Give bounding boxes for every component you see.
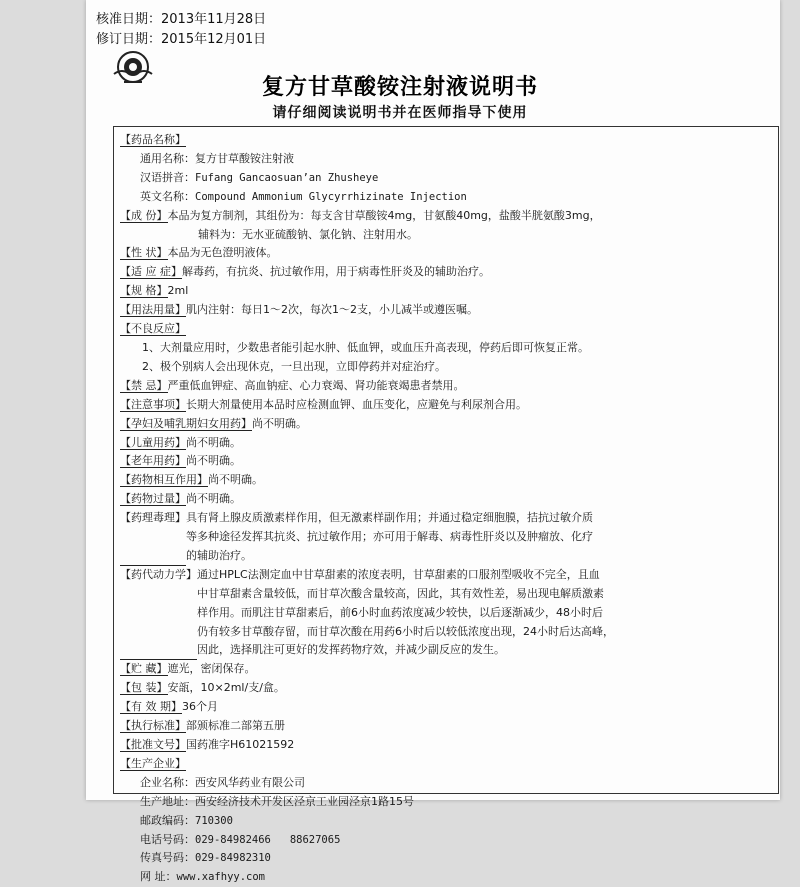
ingredients-row (120, 207, 770, 226)
geriatric-row (120, 452, 770, 471)
section-label: 【药物相互作用】 (120, 473, 208, 487)
field-value: 36个月 (182, 700, 218, 714)
field-value: 尚不明确。 (186, 435, 241, 449)
pharmacokinetics-line: 仍有较多甘草酸存留，而甘草次酸在用药6小时后以较低浓度出现，24小时后达高峰， (197, 624, 614, 638)
section-label: 【儿童用药】 (120, 435, 186, 449)
field-value: 部颁标准二部第五册 (186, 719, 285, 733)
appearance-row (120, 244, 770, 263)
section-label: 【不良反应】 (120, 322, 186, 336)
dosage-row (120, 301, 770, 320)
section-label: 【老年用药】 (120, 454, 186, 468)
section-label: 【药代动力学】 (120, 566, 197, 661)
pharmacology-line: 具有肾上腺皮质激素样作用，但无激素样副作用；并通过稳定细胞膜，拮抗过敏介质 (186, 511, 593, 525)
pharmacokinetics-line: 样作用。而肌注甘草甜素后，前6小时血药浓度减少较快，以后逐渐减少，48小时后 (197, 605, 603, 619)
section-label: 【执行标准】 (120, 719, 186, 733)
pharmacokinetics-line: 中甘草甜素含量较低，而甘草次酸含量较高，因此，其有效性差，易出现电解质激素 (197, 586, 604, 600)
field-value: 本品为无色澄明液体。 (167, 246, 278, 260)
contraindications-row (120, 377, 770, 396)
revision-date: 修订日期：2015年12月01日 (96, 32, 267, 47)
field-value: 尚不明确。 (186, 454, 241, 468)
field-label: 企业名称： (140, 775, 195, 789)
validity-row (120, 698, 770, 717)
field-value: 本品为复方制剂，其组份为：每支含甘草酸铵4mg，甘氨酸40mg，盐酸半胱氨酸3mg， (167, 208, 601, 222)
section-label: 【性 状】 (120, 246, 168, 260)
section-label: 【成 份】 (120, 208, 168, 222)
pharmacology-line: 等多种途径发挥其抗炎、抗过敏作用；亦可用于解毒、病毒性肝炎以及肿瘤放、化疗 (186, 530, 593, 544)
section-label: 【包 装】 (120, 681, 168, 695)
field-value: Fufang Gancaosuan’an Zhusheye (195, 171, 379, 184)
field-value: 长期大剂量使用本品时应检测血钾、血压变化，应避免与利尿剂合用。 (186, 397, 527, 411)
field-value: Compound Ammonium Glycyrrhizinate Injection (195, 190, 467, 203)
fax-row (120, 849, 770, 868)
date-block (96, 10, 266, 50)
adverse-item-2: 2、极个别病人会出现休克，一旦出现，立即停药并对症治疗。 (142, 359, 446, 373)
section-label: 【孕妇及哺乳期妇女用药】 (120, 416, 252, 430)
field-label: 电话号码： (140, 832, 195, 846)
field-value: 西安经济技术开发区泾京工业园泾京1路15号 (195, 794, 414, 808)
indications-row (120, 263, 770, 282)
field-label: 生产地址： (140, 794, 195, 808)
section-label: 【药理毒理】 (120, 509, 186, 566)
field-value: 2ml (167, 284, 189, 298)
section-label: 【注意事项】 (120, 397, 186, 411)
pharmacokinetics-line: 因此，选择肌注可更好的发挥药物疗效，并减少副反应的发生。 (197, 643, 505, 657)
pinyin-row (120, 169, 770, 188)
pharmacokinetics-line: 通过HPLC法测定血中甘草甜素的浓度表明，甘草甜素的口服剂型吸收不完全，且血 (197, 567, 600, 581)
field-value: 遮光，密闭保存。 (167, 662, 256, 676)
pediatric-row (120, 434, 770, 453)
phone-row (120, 831, 770, 850)
interactions-row (120, 471, 770, 490)
field-value: 029-84982310 (195, 852, 271, 865)
field-value: 710300 (195, 814, 233, 827)
ingredients-continuation: 辅料为：无水亚硫酸钠、氯化钠、注射用水。 (198, 227, 418, 241)
field-label: 网 址： (140, 870, 177, 884)
postcode-row (120, 812, 770, 831)
address-row (120, 793, 770, 812)
specification-row (120, 282, 770, 301)
pregnancy-row (120, 415, 770, 434)
pharmacology-block (120, 509, 770, 566)
pharmacology-line: 的辅助治疗。 (186, 548, 252, 562)
adverse-item-1: 1、大剂量应用时，少数患者能引起水肿、低血钾，或血压升高表现，停药后即可恢复正常。 (142, 340, 589, 354)
field-value: 复方甘草酸铵注射液 (195, 151, 294, 165)
standard-row (120, 717, 770, 736)
packaging-row (120, 679, 770, 698)
leaflet-content (120, 131, 770, 887)
section-label: 【禁 忌】 (120, 378, 168, 392)
section-label: 【批准文号】 (120, 738, 186, 751)
field-label: 汉语拼音： (140, 170, 195, 184)
field-label: 英文名称： (140, 189, 195, 203)
manufacturer-section (120, 755, 770, 774)
field-label: 传真号码： (140, 851, 195, 865)
generic-name-row (120, 150, 770, 169)
section-label: 【有 效 期】 (120, 700, 182, 714)
overdose-row (120, 490, 770, 509)
english-name-row (120, 188, 770, 207)
precautions-row (120, 396, 770, 415)
field-value: 肌内注射：每日1～2次，每次1～2支，小儿减半或遵医嘱。 (186, 303, 478, 317)
section-label: 【药品名称】 (120, 133, 186, 146)
section-label: 【规 格】 (120, 284, 168, 298)
field-label: 通用名称： (140, 151, 195, 165)
document-subtitle: 请仔细阅读说明书并在医师指导下使用 (272, 105, 528, 121)
section-label: 【贮 藏】 (120, 662, 168, 676)
section-label: 【药物过量】 (120, 492, 186, 506)
drug-name-section (120, 131, 770, 150)
field-value: 尚不明确。 (252, 416, 307, 430)
section-label: 【生产企业】 (120, 756, 186, 770)
approval-number-row (120, 736, 770, 755)
field-value: 029-84982466 88627065 (195, 833, 341, 846)
field-value: 安瓿，10×2ml/支/盒。 (167, 681, 285, 695)
document-title: 复方甘草酸铵注射液说明书 (261, 75, 538, 100)
approval-date: 核准日期：2013年11月28日 (96, 12, 267, 27)
website-row (120, 868, 770, 887)
section-label: 【适 应 症】 (120, 265, 182, 279)
field-value: www.xafhyy.com (176, 871, 266, 884)
company-name-row (120, 774, 770, 793)
field-value: 严重低血钾症、高血钠症、心力衰竭、肾功能衰竭患者禁用。 (167, 378, 465, 392)
section-label: 【用法用量】 (120, 303, 186, 317)
pharmacokinetics-block (120, 566, 770, 661)
field-value: 西安风华药业有限公司 (195, 775, 305, 789)
adverse-section (120, 320, 770, 339)
field-value: 国药准字H61021592 (186, 738, 295, 751)
field-value: 尚不明确。 (186, 492, 241, 506)
field-label: 邮政编码： (140, 813, 195, 827)
field-value: 解毒药，有抗炎、抗过敏作用，用于病毒性肝炎及的辅助治疗。 (182, 265, 490, 279)
field-value: 尚不明确。 (208, 473, 263, 487)
storage-row (120, 660, 770, 679)
